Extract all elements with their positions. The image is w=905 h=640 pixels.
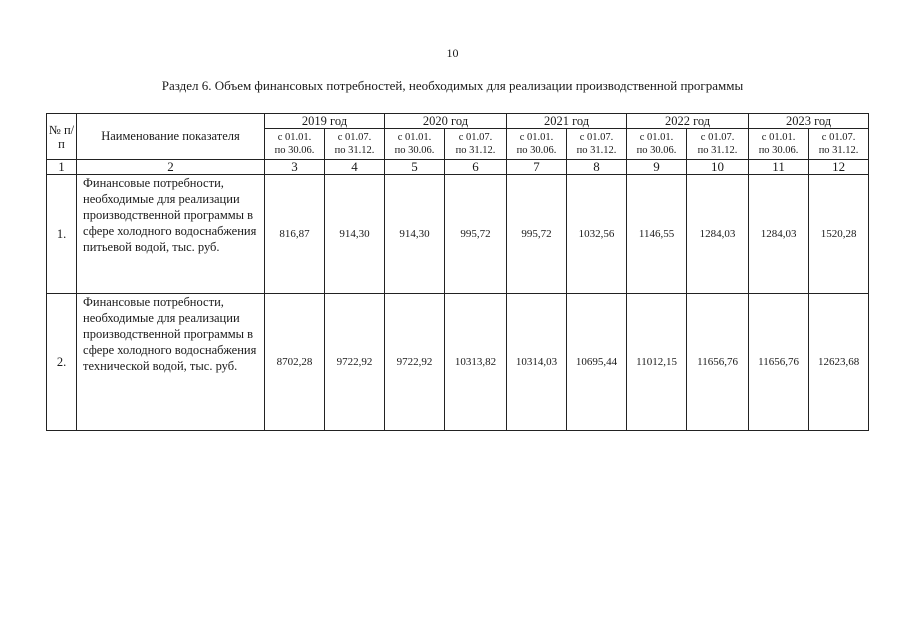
column-number: 8 — [567, 160, 627, 175]
row-value: 9722,92 — [325, 294, 385, 431]
row-value: 11656,76 — [687, 294, 749, 431]
header-no: № п/п — [47, 114, 77, 160]
period-from: с 01.07. — [337, 132, 372, 143]
header-name: Наименование показателя — [77, 114, 265, 160]
column-number: 1 — [47, 160, 77, 175]
period-from: с 01.01. — [761, 132, 796, 143]
row-value: 914,30 — [385, 175, 445, 294]
column-number: 5 — [385, 160, 445, 175]
period-to: по 31.12. — [334, 145, 375, 156]
row-value: 914,30 — [325, 175, 385, 294]
row-name: Финансовые потребности, необходимые для реализации производственной программы в сфере холодного водоснабжения питьевой водой, тыс. руб. — [77, 175, 265, 294]
period-to: по 31.12. — [818, 145, 859, 156]
row-value: 8702,28 — [265, 294, 325, 431]
period-from: с 01.07. — [579, 132, 614, 143]
period-from: с 01.01. — [277, 132, 312, 143]
period-second-half — [445, 129, 507, 160]
period-from: с 01.07. — [821, 132, 856, 143]
year-header: 2021 год — [507, 114, 627, 129]
period-from: с 01.07. — [700, 132, 735, 143]
year-header: 2019 год — [265, 114, 385, 129]
row-number: 1. — [47, 175, 77, 294]
row-value: 12623,68 — [809, 294, 869, 431]
row-value: 11012,15 — [627, 294, 687, 431]
row-name: Финансовые потребности, необходимые для реализации производственной программы в сфере холодного водоснабжения технической водой, тыс. руб. — [77, 294, 265, 431]
period-second-half — [567, 129, 627, 160]
financial-needs-table — [46, 113, 869, 431]
period-first-half — [749, 129, 809, 160]
period-from: с 01.01. — [519, 132, 554, 143]
year-header: 2023 год — [749, 114, 869, 129]
table-row — [47, 175, 869, 294]
period-to: по 30.06. — [758, 145, 799, 156]
row-value: 10695,44 — [567, 294, 627, 431]
row-value: 1146,55 — [627, 175, 687, 294]
column-number: 12 — [809, 160, 869, 175]
period-first-half — [627, 129, 687, 160]
period-to: по 30.06. — [274, 145, 315, 156]
period-first-half — [265, 129, 325, 160]
row-value: 995,72 — [507, 175, 567, 294]
year-header: 2022 год — [627, 114, 749, 129]
row-value: 816,87 — [265, 175, 325, 294]
row-number: 2. — [47, 294, 77, 431]
period-second-half — [687, 129, 749, 160]
period-to: по 30.06. — [636, 145, 677, 156]
period-from: с 01.07. — [458, 132, 493, 143]
period-to: по 31.12. — [576, 145, 617, 156]
year-header: 2020 год — [385, 114, 507, 129]
column-number: 2 — [77, 160, 265, 175]
row-value: 9722,92 — [385, 294, 445, 431]
column-number: 6 — [445, 160, 507, 175]
period-to: по 31.12. — [697, 145, 738, 156]
period-to: по 30.06. — [394, 145, 435, 156]
column-number: 11 — [749, 160, 809, 175]
section-title: Раздел 6. Объем финансовых потребностей, необходимых для реализации производственной программы — [161, 78, 744, 93]
row-value: 1284,03 — [687, 175, 749, 294]
row-value: 1520,28 — [809, 175, 869, 294]
period-second-half — [809, 129, 869, 160]
page-number: 10 — [446, 46, 459, 60]
column-number: 7 — [507, 160, 567, 175]
row-value: 1284,03 — [749, 175, 809, 294]
row-value: 1032,56 — [567, 175, 627, 294]
period-first-half — [385, 129, 445, 160]
row-value: 10314,03 — [507, 294, 567, 431]
period-to: по 31.12. — [455, 145, 496, 156]
column-number: 4 — [325, 160, 385, 175]
period-from: с 01.01. — [397, 132, 432, 143]
column-number: 10 — [687, 160, 749, 175]
column-number: 9 — [627, 160, 687, 175]
period-from: с 01.01. — [639, 132, 674, 143]
table-row — [47, 294, 869, 431]
row-value: 11656,76 — [749, 294, 809, 431]
period-to: по 30.06. — [516, 145, 557, 156]
row-value: 995,72 — [445, 175, 507, 294]
period-first-half — [507, 129, 567, 160]
column-number: 3 — [265, 160, 325, 175]
row-value: 10313,82 — [445, 294, 507, 431]
period-second-half — [325, 129, 385, 160]
